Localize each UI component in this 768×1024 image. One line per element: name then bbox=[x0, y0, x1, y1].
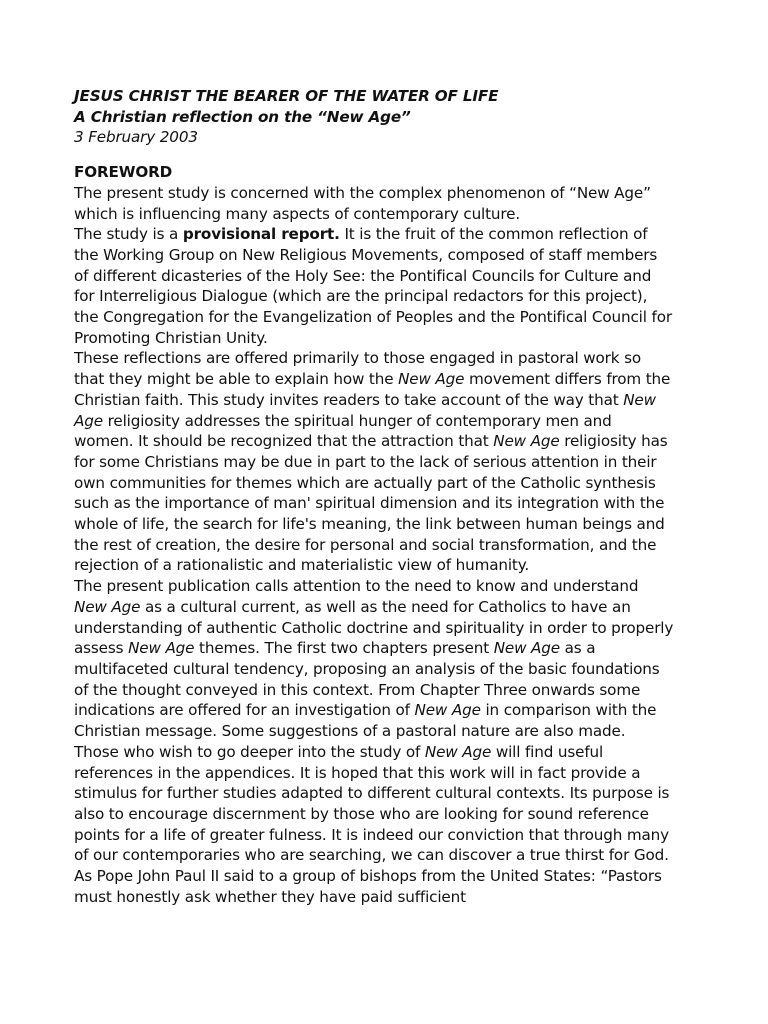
italic-term: New Age bbox=[493, 639, 560, 658]
text-run: It is the fruit of the common reflection of the Working Group on New Religious Movements, composed of staff members of different dicasteries of the Holy See: the Pontifical Councils for Culture and for Interreligious Dialogue (which are the principal redactors for this project), the Congregation for the Evangelization of Peoples and the Pontifical Council for Promoting Christian Unity. bbox=[74, 225, 672, 347]
italic-term: New Age bbox=[414, 701, 481, 720]
text-run: religiosity has for some Christians may be due in part to the lack of serious attention in their own communities for themes which are actually part of the Catholic synthesis such as the importance of man' spiritual dimension and its integration with the whole of life, the search for life's meaning, the link between human beings and the rest of creation, the desire for personal and social transformation, and the rejection of a rationalistic and materialistic view of humanity. bbox=[74, 432, 668, 575]
body-paragraph bbox=[74, 224, 674, 348]
document-date: 3 February 2003 bbox=[74, 128, 198, 147]
italic-term: New Age bbox=[74, 597, 141, 616]
text-run: as a cultural current, as well as the need for Catholics to have an understanding of authentic Catholic doctrine and spirituality in order to properly assess bbox=[74, 597, 674, 658]
body-paragraph bbox=[74, 348, 674, 576]
document-header bbox=[74, 86, 674, 148]
text-run: movement differs from the Christian faith. This study invites readers to take account of the way that bbox=[74, 370, 671, 409]
document-title: JESUS CHRIST THE BEARER OF THE WATER OF LIFE bbox=[74, 87, 499, 105]
body-paragraph bbox=[74, 742, 674, 908]
italic-term: New Age bbox=[424, 742, 492, 761]
bold-emphasis: provisional report. bbox=[182, 225, 340, 244]
text-run: The present publication calls attention to the need to know and understand bbox=[74, 577, 639, 596]
body-paragraph bbox=[74, 576, 674, 742]
text-run: religiosity addresses the spiritual hunger of contemporary men and women. It should be recognized that the attraction that bbox=[74, 411, 612, 451]
text-run: will find useful references in the appendices. It is hoped that this work will in fact provide a stimulus for further studies adapted to different cultural contexts. Its purpose is also to encourage discernment by those who are looking for sound reference points for a life of greater fulness. It is indeed our conviction that through many of our contemporaries who are searching, we can discover a true thirst for God. As Pope John Paul II said to a group of bishops from the United States: “Pastors must honestly ask whether they have paid sufficient bbox=[74, 742, 670, 906]
body-text bbox=[74, 183, 674, 908]
text-run: These reflections are offered primarily to those engaged in pastoral work so that they might be able to explain how the bbox=[74, 349, 641, 389]
text-run: The study is a bbox=[74, 225, 183, 244]
document-subtitle: A Christian reflection on the “New Age” bbox=[74, 107, 411, 126]
text-run: as a multifaceted cultural tendency, proposing an analysis of the basic foundations of the thought conveyed in this context. From Chapter Three onwards some indications are offered for an investigation of bbox=[74, 639, 660, 720]
italic-term: New Age bbox=[128, 639, 195, 658]
text-run: Those who wish to go deeper into the study of bbox=[74, 742, 425, 761]
text-run: themes. The first two chapters present bbox=[194, 639, 494, 658]
body-paragraph bbox=[74, 183, 674, 224]
text-run: The present study is concerned with the complex phenomenon of “New Age” which is influencing many aspects of contemporary culture. bbox=[74, 183, 651, 223]
italic-term: New Age bbox=[493, 432, 560, 451]
document-page bbox=[74, 86, 674, 907]
italic-term: New Age bbox=[398, 370, 465, 389]
italic-term: New Age bbox=[74, 390, 656, 430]
text-run: in comparison with the Christian message. Some suggestions of a pastoral nature are also made. bbox=[74, 701, 657, 741]
section-heading: FOREWORD bbox=[74, 163, 173, 182]
